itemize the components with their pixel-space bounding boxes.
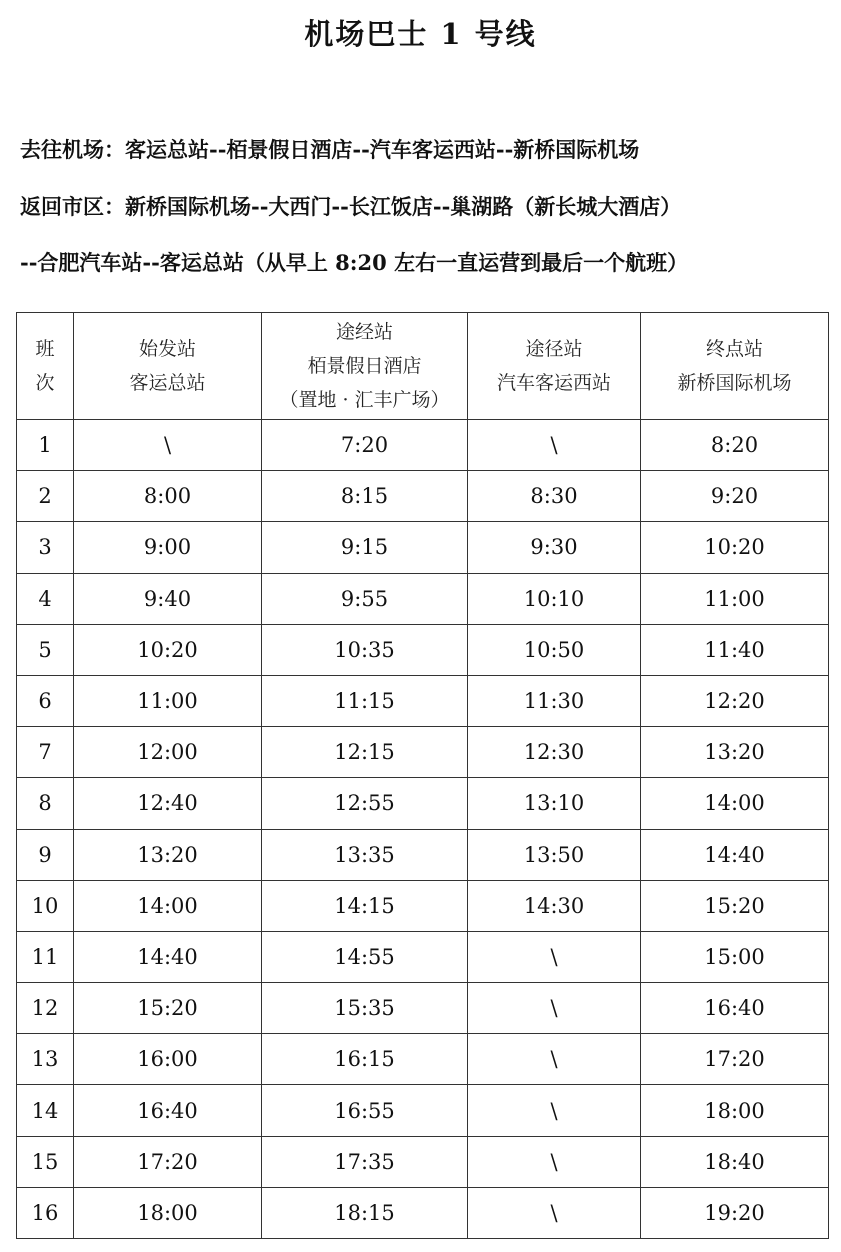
end-time-cell: 13:20 <box>641 727 829 778</box>
table-row <box>17 983 829 1034</box>
via1-time-cell: 12:55 <box>262 778 468 829</box>
run-number-cell: 9 <box>17 829 74 880</box>
run-number-cell: 1 <box>17 420 74 471</box>
start-time-cell: 11:00 <box>74 675 262 726</box>
via1-time-cell: 10:35 <box>262 624 468 675</box>
table-row <box>17 420 829 471</box>
start-time-cell: 17:20 <box>74 1136 262 1187</box>
header-row <box>17 313 829 420</box>
via1-time-cell: 14:55 <box>262 931 468 982</box>
header-line: 终点站 <box>705 338 763 360</box>
end-time-cell: 12:20 <box>641 675 829 726</box>
route-return-line-1: 返回市区：新桥国际机场--大西门--长江饭店--巢湖路（新长城大酒店） <box>20 194 682 219</box>
start-time-cell: 12:40 <box>74 778 262 829</box>
start-time-cell: 15:20 <box>74 983 262 1034</box>
start-time-cell: 8:00 <box>74 471 262 522</box>
end-time-cell: 9:20 <box>641 471 829 522</box>
run-number-cell: 12 <box>17 983 74 1034</box>
start-time-cell: 16:00 <box>74 1034 262 1085</box>
table-row <box>17 1187 829 1238</box>
header-line: 客运总站 <box>129 372 206 394</box>
end-time-cell: 19:20 <box>641 1187 829 1238</box>
header-via-station-2 <box>468 313 641 420</box>
end-time-cell: 14:40 <box>641 829 829 880</box>
run-number-cell: 4 <box>17 573 74 624</box>
start-time-cell: 10:20 <box>74 624 262 675</box>
header-line: （置地 · 汇丰广场） <box>279 389 450 411</box>
run-number-cell: 5 <box>17 624 74 675</box>
run-number-cell: 16 <box>17 1187 74 1238</box>
table-row <box>17 471 829 522</box>
via1-time-cell: 15:35 <box>262 983 468 1034</box>
end-time-cell: 18:00 <box>641 1085 829 1136</box>
header-line: 始发站 <box>138 338 196 360</box>
via2-time-cell: \ <box>468 1034 641 1085</box>
header-line: 栢景假日酒店 <box>307 355 422 377</box>
table-row <box>17 829 829 880</box>
page-title: 机场巴士 1 号线 <box>304 17 537 51</box>
header-line: 班 <box>35 338 55 360</box>
via1-time-cell: 9:55 <box>262 573 468 624</box>
end-time-cell: 14:00 <box>641 778 829 829</box>
table-row <box>17 778 829 829</box>
table-row <box>17 1034 829 1085</box>
route-return-line-2: --合肥汽车站--客运总站（从早上 8:20 左右一直运营到最后一个航班） <box>20 250 689 275</box>
via2-time-cell: \ <box>468 1187 641 1238</box>
end-time-cell: 11:00 <box>641 573 829 624</box>
run-number-cell: 6 <box>17 675 74 726</box>
end-time-cell: 8:20 <box>641 420 829 471</box>
via2-time-cell: 8:30 <box>468 471 641 522</box>
via2-time-cell: \ <box>468 983 641 1034</box>
table-row <box>17 1085 829 1136</box>
via1-time-cell: 7:20 <box>262 420 468 471</box>
route-to-airport: 去往机场：客运总站--栢景假日酒店--汽车客运西站--新桥国际机场 <box>20 137 640 162</box>
via1-time-cell: 17:35 <box>262 1136 468 1187</box>
run-number-cell: 14 <box>17 1085 74 1136</box>
via2-time-cell: 12:30 <box>468 727 641 778</box>
via2-time-cell: \ <box>468 931 641 982</box>
via1-time-cell: 9:15 <box>262 522 468 573</box>
end-time-cell: 16:40 <box>641 983 829 1034</box>
start-time-cell: 18:00 <box>74 1187 262 1238</box>
start-time-cell: 14:40 <box>74 931 262 982</box>
end-time-cell: 15:00 <box>641 931 829 982</box>
via2-time-cell: 10:10 <box>468 573 641 624</box>
via2-time-cell: 11:30 <box>468 675 641 726</box>
header-end-station <box>641 313 829 420</box>
run-number-cell: 15 <box>17 1136 74 1187</box>
schedule-table <box>16 312 829 1239</box>
end-time-cell: 17:20 <box>641 1034 829 1085</box>
end-time-cell: 15:20 <box>641 880 829 931</box>
schedule-body <box>17 420 829 1239</box>
table-row <box>17 675 829 726</box>
header-line: 新桥国际机场 <box>677 372 792 394</box>
start-time-cell: 13:20 <box>74 829 262 880</box>
table-row <box>17 727 829 778</box>
via1-time-cell: 8:15 <box>262 471 468 522</box>
via2-time-cell: 9:30 <box>468 522 641 573</box>
start-time-cell: 9:00 <box>74 522 262 573</box>
table-row <box>17 931 829 982</box>
header-line: 途径站 <box>525 338 583 360</box>
header-via-station-1 <box>262 313 468 420</box>
table-row <box>17 522 829 573</box>
run-number-cell: 13 <box>17 1034 74 1085</box>
start-time-cell: 16:40 <box>74 1085 262 1136</box>
via1-time-cell: 12:15 <box>262 727 468 778</box>
run-number-cell: 3 <box>17 522 74 573</box>
start-time-cell: 14:00 <box>74 880 262 931</box>
header-line: 次 <box>35 372 55 394</box>
table-row <box>17 880 829 931</box>
via2-time-cell: 13:10 <box>468 778 641 829</box>
schedule-header <box>17 313 829 420</box>
via2-time-cell: \ <box>468 1136 641 1187</box>
header-run-number <box>17 313 74 420</box>
table-row <box>17 573 829 624</box>
via1-time-cell: 18:15 <box>262 1187 468 1238</box>
via1-time-cell: 11:15 <box>262 675 468 726</box>
via1-time-cell: 14:15 <box>262 880 468 931</box>
run-number-cell: 7 <box>17 727 74 778</box>
via1-time-cell: 16:55 <box>262 1085 468 1136</box>
run-number-cell: 8 <box>17 778 74 829</box>
via2-time-cell: \ <box>468 420 641 471</box>
via2-time-cell: 14:30 <box>468 880 641 931</box>
table-row <box>17 1136 829 1187</box>
start-time-cell: \ <box>74 420 262 471</box>
table-row <box>17 624 829 675</box>
run-number-cell: 10 <box>17 880 74 931</box>
start-time-cell: 9:40 <box>74 573 262 624</box>
via1-time-cell: 13:35 <box>262 829 468 880</box>
end-time-cell: 11:40 <box>641 624 829 675</box>
start-time-cell: 12:00 <box>74 727 262 778</box>
via2-time-cell: 13:50 <box>468 829 641 880</box>
header-start-station <box>74 313 262 420</box>
header-line: 途经站 <box>335 321 393 343</box>
via2-time-cell: \ <box>468 1085 641 1136</box>
via2-time-cell: 10:50 <box>468 624 641 675</box>
header-line: 汽车客运西站 <box>496 372 611 394</box>
end-time-cell: 10:20 <box>641 522 829 573</box>
run-number-cell: 11 <box>17 931 74 982</box>
via1-time-cell: 16:15 <box>262 1034 468 1085</box>
run-number-cell: 2 <box>17 471 74 522</box>
end-time-cell: 18:40 <box>641 1136 829 1187</box>
